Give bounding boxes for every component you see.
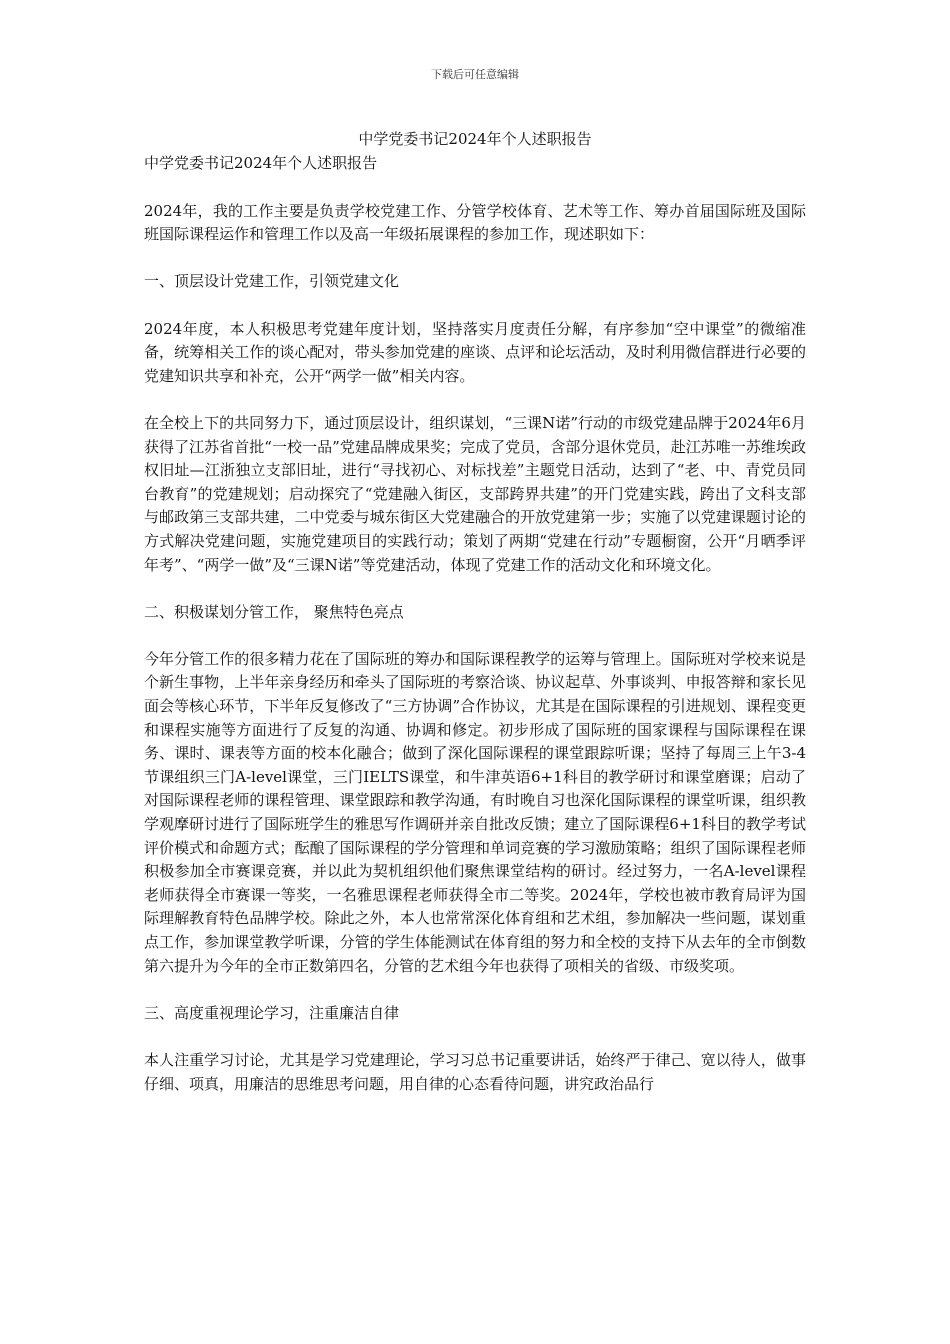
- page-header-note: 下载后可任意编辑: [431, 68, 519, 81]
- section-2-paragraph-1: 今年分管工作的很多精力花在了国际班的筹办和国际课程教学的运筹与管理上。国际班对学校来说是个新生事物，上半年亲身经历和牵头了国际班的考察洽谈、协议起草、外事谈判、申报答辩和家长见面会等核心环节，下半年反复修改了“三方协调”合作协议，尤其是在国际课程的引进规划、课程变更和课程实施等方面进行了反复的沟通、协调和修定。初步形成了国际班的国家课程与国际课程在课务、课时、课表等方面的校本化融合；做到了深化国际课程的课堂跟踪听课；坚持了每周三上午3-4节课组织三门A-level课堂，三门IELTS课堂，和牛津英语6+1科目的教学研讨和课堂磨课；启动了对国际课程老师的课程管理、课堂跟踪和教学沟通，有时晚自习也深化国际课程的课堂听课，组织教学观摩研讨进行了国际班学生的雅思写作调研并亲自批改反馈；建立了国际课程6+1科目的教学考试评价模式和命题方式；酝酿了国际课程的学分管理和单词竞赛的学习激励策略；组织了国际课程老师积极参加全市赛课竞赛，并以此为契机组织他们聚焦课堂结构的研讨。经过努力，一名A-level课程老师获得全市赛课一等奖，一名雅思课程老师获得全市二等奖。2024年，学校也被市教育局评为国际理解教育特色品牌学校。除此之外，本人也常常深化体育组和艺术组，参加解决一些问题，谋划重点工作，参加课堂教学听课，分管的学生体能测试在体育组的努力和全校的支持下从去年的全市倒数第六提升为今年的全市正数第四名，分管的艺术组今年也获得了项相关的省级、市级奖项。: [144, 649, 806, 975]
- document-subtitle: 中学党委书记2024年个人述职报告: [144, 154, 378, 172]
- section-1-paragraph-1: 2024年度，本人积极思考党建年度计划，坚持落实月度责任分解，有序参加“空中课堂”的微缩准备，统筹相关工作的谈心配对，带头参加党建的座谈、点评和论坛活动，及时利用微信群进行必要的党建知识共享和补充，公开“两学一做”相关内容。: [144, 319, 806, 385]
- section-1-heading: 一、顶层设计党建工作，引领党建文化: [144, 272, 400, 291]
- section-1-paragraph-2: 在全校上下的共同努力下，通过顶层设计，组织谋划，“三课N诺”行动的市级党建品牌于2024年6月获得了江苏省首批“一校一品”党建品牌成果奖；完成了党员，含部分退休党员，赴江苏唯一苏维埃政权旧址—江浙独立支部旧址，进行“寻找初心、对标找差”主题党日活动，达到了“老、中、青党员同台教育”的党建规划；启动探究了“党建融入街区，支部跨界共建”的开门党建实践，跨出了文科支部与邮政第三支部共建，二中党委与城东街区大党建融合的开放党建第一步；实施了以党建课题讨论的方式解决党建问题，实施党建项目的实践行动；策划了两期“党建在行动”专题橱窗，公开“月晒季评年考”、“两学一做”及“三课N诺”等党建活动，体现了党建工作的活动文化和环境文化。: [144, 413, 806, 574]
- section-3-paragraph-1: 本人注重学习讨论，尤其是学习党建理论，学习习总书记重要讲话，始终严于律己、宽以待人，做事仔细、项真，用廉洁的思维思考问题，用自律的心态看待问题，讲究政治品行: [144, 1050, 806, 1093]
- section-3-heading: 三、高度重视理论学习，注重廉洁自律: [144, 1003, 400, 1022]
- section-2-heading: 二、积极谋划分管工作， 聚焦特色亮点: [144, 602, 404, 621]
- document-title: 中学党委书记2024年个人述职报告: [358, 130, 592, 148]
- intro-paragraph: 2024年，我的工作主要是负责学校党建工作、分管学校体育、艺术等工作、筹办首届国际班及国际班国际课程运作和管理工作以及高一年级拓展课程的参加工作，现述职如下：: [144, 201, 806, 244]
- document-body: [144, 152, 806, 1096]
